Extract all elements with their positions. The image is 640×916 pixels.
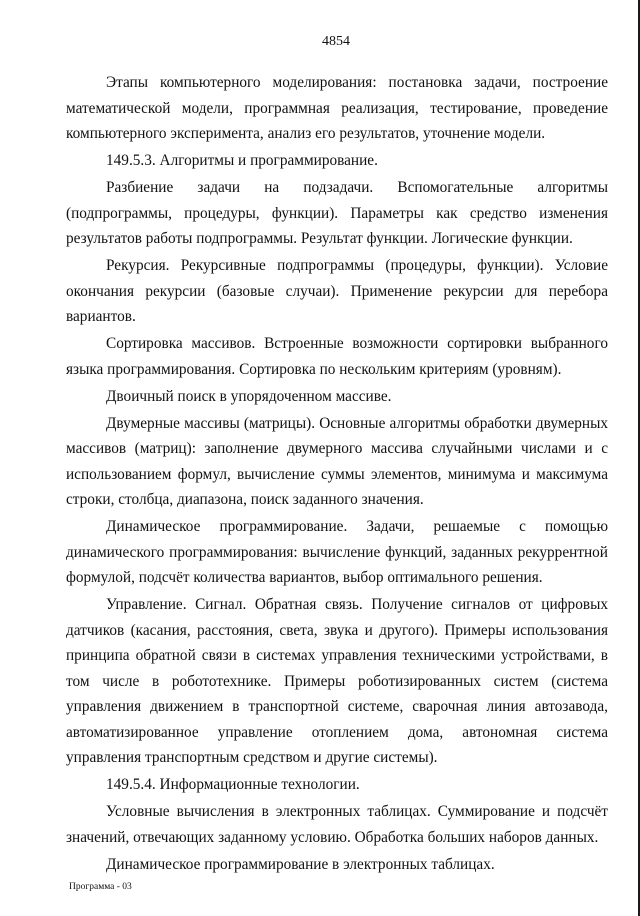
paragraph-sorting: Сортировка массивов. Встроенные возможности сортировки выбранного языка программирования. Сортировка по нескольким критериям (уровням). — [66, 335, 608, 378]
paragraph-control-feedback: Управление. Сигнал. Обратная связь. Получение сигналов от цифровых датчиков (касания, расстояния, света, звука и другого). Примеры использования принципа обратной связи в системах управления техническими устройствами, в том числе в робототехнике. Примеры роботизированных систем (система управления движением в транспортной системе, сварочная линия автозавода, автоматизированное управление отоплением дома, автономная система управления транспортным средством и другие системы). — [66, 596, 608, 766]
section-heading-algorithms: 149.5.3. Алгоритмы и программирование. — [106, 152, 378, 169]
paragraph-modeling-stages: Этапы компьютерного моделирования: постановка задачи, построение математической модели, программная реализация, тестирование, проведение компьютерного эксперимента, анализ его результатов, уточнение модели. — [66, 74, 608, 142]
document-body — [66, 70, 608, 879]
paragraph-spreadsheet-conditions: Условные вычисления в электронных таблицах. Суммирование и подсчёт значений, отвечающих заданному условию. Обработка больших наборов данных. — [66, 803, 608, 846]
page-number: 4854 — [322, 34, 350, 49]
paragraph-dynamic-programming: Динамическое программирование. Задачи, решаемые с помощью динамического программирования: вычисление функций, заданных рекуррентной формулой, подсчёт количества вариантов, выбор оптимального решения. — [66, 518, 608, 586]
paragraph-2d-arrays: Двумерные массивы (матрицы). Основные алгоритмы обработки двумерных массивов (матриц): заполнение двумерного массива случайными числами и с использованием формул, вычисление суммы элементов, минимума и максимума строки, столбца, диапазона, поиск заданного значения. — [66, 414, 608, 508]
footer-label: Программа - 03 — [69, 882, 132, 892]
paragraph-binary-search: Двоичный поиск в упорядоченном массиве. — [106, 387, 392, 405]
section-heading-info-tech: 149.5.4. Информационные технологии. — [106, 776, 360, 793]
paragraph-subtasks: Разбиение задачи на подзадачи. Вспомогательные алгоритмы (подпрограммы, процедуры, функции). Параметры как средство изменения результатов работы подпрограммы. Результат функции. Логические функции. — [66, 179, 608, 247]
paragraph-spreadsheet-dp: Динамическое программирование в электронных таблицах. — [106, 855, 495, 873]
paragraph-recursion: Рекурсия. Рекурсивные подпрограммы (процедуры, функции). Условие окончания рекурсии (базовые случаи). Применение рекурсии для перебора вариантов. — [66, 257, 608, 325]
